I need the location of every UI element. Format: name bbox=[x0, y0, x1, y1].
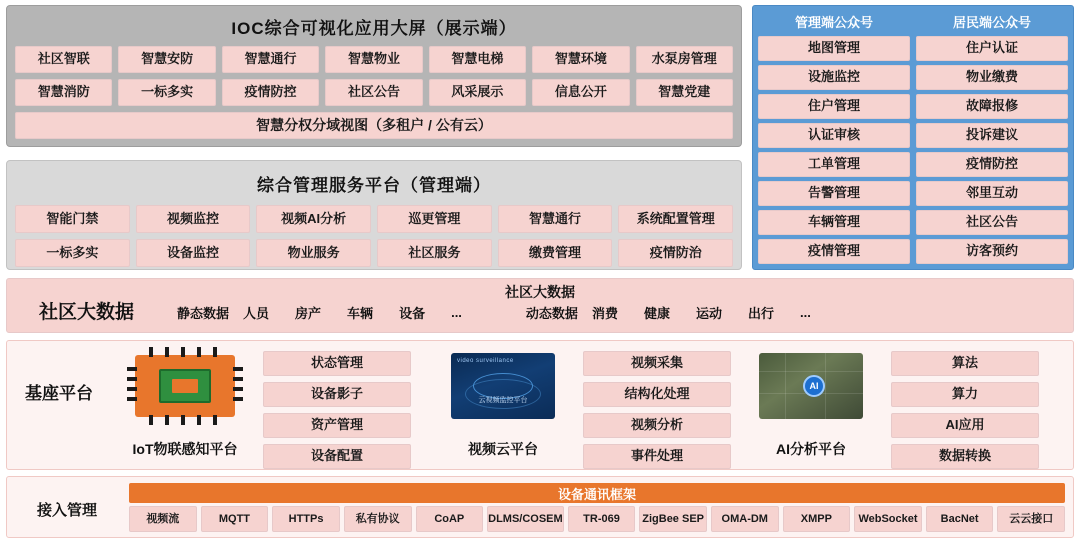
dynamic-data-item: 消费 bbox=[591, 306, 618, 321]
ioc-item[interactable]: 智慧环境 bbox=[532, 46, 629, 73]
admin-account-item[interactable]: 工单管理 bbox=[758, 152, 910, 177]
video-thumb-label: 云视频监控平台 bbox=[478, 397, 528, 404]
iot-feature-item[interactable]: 资产管理 bbox=[263, 413, 411, 438]
resident-account-item[interactable]: 访客预约 bbox=[916, 239, 1068, 264]
ai-feature-stack bbox=[891, 351, 1039, 469]
access-management-panel bbox=[6, 476, 1074, 538]
iot-feature-item[interactable]: 状态管理 bbox=[263, 351, 411, 376]
resident-account-item[interactable]: 邻里互动 bbox=[916, 181, 1068, 206]
admin-account-column bbox=[758, 10, 910, 264]
admin-account-item[interactable]: 疫情管理 bbox=[758, 239, 910, 264]
resident-account-header: 居民端公众号 bbox=[952, 14, 1031, 30]
resident-account-item[interactable]: 社区公告 bbox=[916, 210, 1068, 235]
ioc-item[interactable]: 智慧物业 bbox=[325, 46, 422, 73]
protocol-item[interactable]: 视频流 bbox=[129, 506, 197, 532]
video-feature-item[interactable]: 视频分析 bbox=[583, 413, 731, 438]
ai-feature-item[interactable]: 算力 bbox=[891, 382, 1039, 407]
iot-feature-item[interactable]: 设备影子 bbox=[263, 382, 411, 407]
ioc-row-2 bbox=[15, 79, 733, 106]
device-communication-framework-bar: 设备通讯框架 bbox=[129, 483, 1065, 503]
ioc-item[interactable]: 智慧安防 bbox=[118, 46, 215, 73]
chip-core bbox=[159, 369, 211, 403]
base-platform-label: 基座平台 bbox=[25, 384, 93, 403]
mgmt-item[interactable]: 智慧通行 bbox=[498, 205, 613, 233]
management-platform-title: 综合管理服务平台（管理端） bbox=[257, 176, 491, 195]
admin-account-item[interactable]: 认证审核 bbox=[758, 123, 910, 148]
mgmt-item[interactable]: 疫情防治 bbox=[618, 239, 733, 267]
big-data-center-title: 社区大数据 bbox=[505, 284, 575, 300]
ai-feature-item[interactable]: 算法 bbox=[891, 351, 1039, 376]
protocol-item[interactable]: ZigBee SEP bbox=[639, 506, 707, 532]
dynamic-data-label: 动态数据 bbox=[525, 306, 578, 321]
video-feature-item[interactable]: 视频采集 bbox=[583, 351, 731, 376]
resident-account-item[interactable]: 故障报修 bbox=[916, 94, 1068, 119]
static-data-item: 车辆 bbox=[347, 306, 374, 321]
mgmt-item[interactable]: 一标多实 bbox=[15, 239, 130, 267]
ioc-item[interactable]: 疫情防控 bbox=[222, 79, 319, 106]
protocol-row bbox=[129, 506, 1065, 532]
video-platform-thumbnail bbox=[451, 353, 555, 419]
protocol-item[interactable]: 私有协议 bbox=[344, 506, 412, 532]
ioc-item[interactable]: 一标多实 bbox=[118, 79, 215, 106]
mgmt-item[interactable]: 物业服务 bbox=[256, 239, 371, 267]
resident-account-item[interactable]: 物业缴费 bbox=[916, 65, 1068, 90]
protocol-item[interactable]: HTTPs bbox=[272, 506, 340, 532]
ai-badge: AI bbox=[803, 375, 825, 397]
video-platform-caption: 视频云平台 bbox=[468, 441, 538, 457]
static-data-item: 房产 bbox=[295, 306, 322, 321]
resident-account-item[interactable]: 疫情防控 bbox=[916, 152, 1068, 177]
admin-account-header: 管理端公众号 bbox=[794, 14, 873, 30]
big-data-items bbox=[177, 303, 1065, 322]
dynamic-data-item: 健康 bbox=[643, 306, 670, 321]
video-feature-item[interactable]: 事件处理 bbox=[583, 444, 731, 469]
resident-account-item[interactable]: 投诉建议 bbox=[916, 123, 1068, 148]
mgmt-item[interactable]: 系统配置管理 bbox=[618, 205, 733, 233]
ioc-item[interactable]: 社区公告 bbox=[325, 79, 422, 106]
video-feature-stack bbox=[583, 351, 731, 469]
dynamic-data-item: ... bbox=[800, 305, 811, 320]
ai-feature-item[interactable]: AI应用 bbox=[891, 413, 1039, 438]
mgmt-row-1 bbox=[15, 205, 733, 233]
ioc-item[interactable]: 智慧消防 bbox=[15, 79, 112, 106]
ioc-row-1 bbox=[15, 46, 733, 73]
mgmt-item[interactable]: 智能门禁 bbox=[15, 205, 130, 233]
video-thumb-text: video surveillance bbox=[457, 358, 514, 364]
ioc-item[interactable]: 风采展示 bbox=[429, 79, 526, 106]
dynamic-data-item: 运动 bbox=[695, 306, 722, 321]
ioc-title: IOC综合可视化应用大屏（展示端） bbox=[231, 19, 517, 38]
ai-platform-caption: AI分析平台 bbox=[776, 441, 846, 457]
dynamic-data-item: 出行 bbox=[747, 306, 774, 321]
management-platform-panel bbox=[6, 160, 742, 270]
iot-platform-caption: IoT物联感知平台 bbox=[132, 441, 238, 457]
admin-account-item[interactable]: 告警管理 bbox=[758, 181, 910, 206]
wechat-accounts-panel bbox=[752, 5, 1074, 270]
access-management-label: 接入管理 bbox=[37, 502, 98, 519]
mgmt-item[interactable]: 社区服务 bbox=[377, 239, 492, 267]
admin-account-item[interactable]: 车辆管理 bbox=[758, 210, 910, 235]
ioc-item[interactable]: 智慧通行 bbox=[222, 46, 319, 73]
resident-account-column bbox=[916, 10, 1068, 264]
ioc-footer-band[interactable]: 智慧分权分域视图（多租户 / 公有云） bbox=[15, 112, 733, 139]
iot-feature-item[interactable]: 设备配置 bbox=[263, 444, 411, 469]
mgmt-item[interactable]: 缴费管理 bbox=[498, 239, 613, 267]
static-data-item: 设备 bbox=[399, 306, 426, 321]
protocol-item[interactable]: CoAP bbox=[416, 506, 484, 532]
protocol-item[interactable]: DLMS/COSEM bbox=[487, 506, 564, 532]
ioc-item[interactable]: 社区智联 bbox=[15, 46, 112, 73]
protocol-item[interactable]: WebSocket bbox=[854, 506, 922, 532]
mgmt-item[interactable]: 视频监控 bbox=[136, 205, 251, 233]
base-platform-panel bbox=[6, 340, 1074, 470]
admin-account-item[interactable]: 地图管理 bbox=[758, 36, 910, 61]
protocol-item[interactable]: XMPP bbox=[783, 506, 851, 532]
protocol-item[interactable]: BacNet bbox=[926, 506, 994, 532]
big-data-left-label: 社区大数据 bbox=[39, 302, 135, 323]
protocol-item[interactable]: MQTT bbox=[201, 506, 269, 532]
mgmt-item[interactable]: 视频AI分析 bbox=[256, 205, 371, 233]
admin-account-item[interactable]: 住户管理 bbox=[758, 94, 910, 119]
ioc-item[interactable]: 智慧党建 bbox=[636, 79, 733, 106]
mgmt-item[interactable]: 巡更管理 bbox=[377, 205, 492, 233]
iot-chip-icon bbox=[135, 355, 235, 417]
protocol-item[interactable]: 云云接口 bbox=[997, 506, 1065, 532]
protocol-item[interactable]: OMA-DM bbox=[711, 506, 779, 532]
iot-feature-stack bbox=[263, 351, 411, 469]
video-feature-item[interactable]: 结构化处理 bbox=[583, 382, 731, 407]
ioc-item[interactable]: 智慧电梯 bbox=[429, 46, 526, 73]
mgmt-row-2 bbox=[15, 239, 733, 267]
admin-account-item[interactable]: 设施监控 bbox=[758, 65, 910, 90]
big-data-band bbox=[6, 278, 1074, 333]
static-data-item: ... bbox=[451, 305, 462, 320]
ioc-display-panel bbox=[6, 5, 742, 147]
ioc-item[interactable]: 信息公开 bbox=[532, 79, 629, 106]
mgmt-item[interactable]: 设备监控 bbox=[136, 239, 251, 267]
static-data-item: 人员 bbox=[243, 306, 270, 321]
static-data-label: 静态数据 bbox=[177, 306, 230, 321]
ai-platform-thumbnail bbox=[759, 353, 863, 419]
ai-feature-item[interactable]: 数据转换 bbox=[891, 444, 1039, 469]
protocol-item[interactable]: TR-069 bbox=[568, 506, 636, 532]
resident-account-item[interactable]: 住户认证 bbox=[916, 36, 1068, 61]
chip-core-inner bbox=[172, 379, 198, 393]
ioc-item[interactable]: 水泵房管理 bbox=[636, 46, 733, 73]
